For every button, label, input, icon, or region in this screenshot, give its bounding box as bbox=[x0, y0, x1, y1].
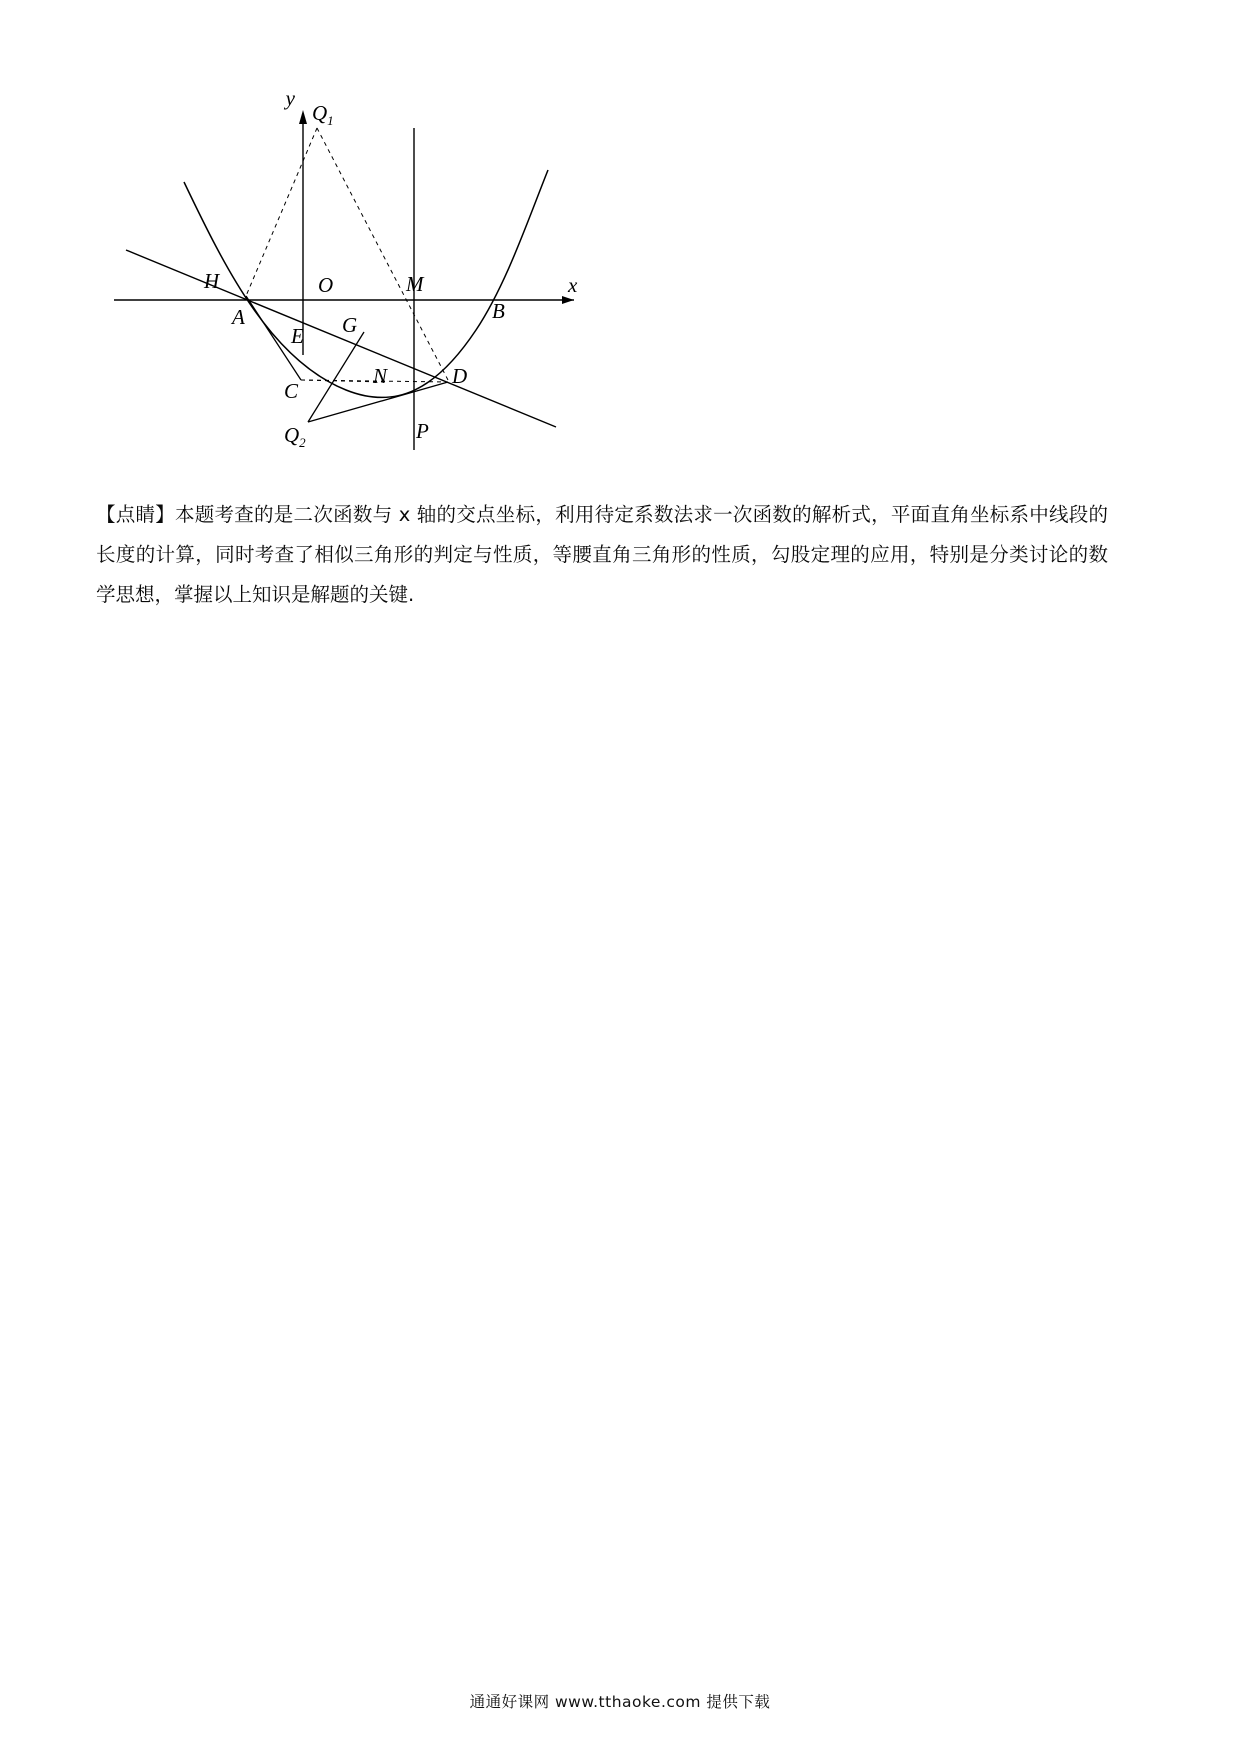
y-axis-arrow bbox=[299, 110, 307, 124]
point-label-M: M bbox=[406, 272, 424, 296]
point-label-B: B bbox=[492, 299, 505, 323]
point-label-A: A bbox=[232, 305, 245, 329]
parabola-curve bbox=[184, 170, 548, 398]
point-label-Q1: $Q_1$ bbox=[312, 101, 334, 128]
dashed-Q1-D bbox=[317, 128, 448, 380]
point-label-C: C bbox=[284, 379, 299, 403]
point-label-D: D bbox=[452, 364, 468, 388]
geometry-figure bbox=[96, 70, 716, 470]
point-label-H: H bbox=[204, 269, 220, 293]
analysis-paragraph: 【点睛】本题考查的是二次函数与 x 轴的交点坐标，利用待定系数法求一次函数的解析式，平面直角坐标系中线段的长度的计算，同时考查了相似三角形的判定与性质，等腰直角三角形的性质，勾股定理的应用，特别是分类讨论的数学思想，掌握以上知识是解题的关键. bbox=[96, 503, 1108, 606]
page-footer: 通通好课网 www.tthaoke.com 提供下载 bbox=[469, 1693, 771, 1711]
analysis-text-block bbox=[96, 495, 1108, 615]
x-axis-label: x bbox=[568, 273, 578, 297]
point-label-Q2: $Q_2$ bbox=[284, 423, 306, 450]
dashed-Q1-A bbox=[246, 128, 317, 296]
point-label-G: G bbox=[342, 313, 358, 337]
y-axis-label: y bbox=[285, 86, 295, 110]
point-label-O: O bbox=[318, 273, 334, 297]
point-label-E: E bbox=[291, 324, 304, 348]
x-axis-arrow bbox=[562, 296, 574, 304]
point-label-N: N bbox=[373, 364, 388, 388]
line-AD-extended bbox=[126, 250, 556, 427]
point-label-P: P bbox=[416, 419, 429, 443]
